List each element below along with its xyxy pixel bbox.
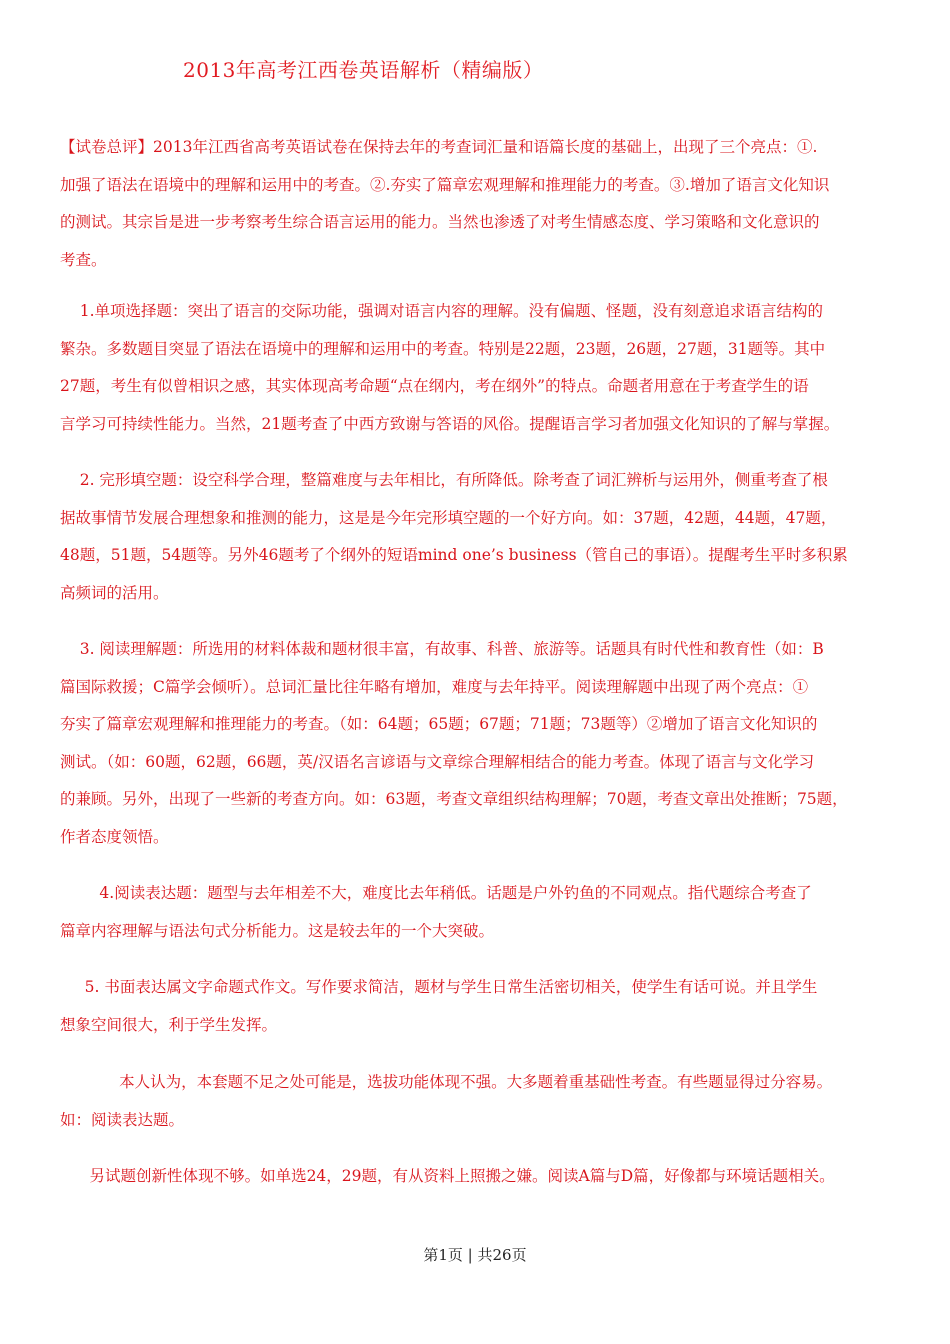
paragraph-innovation: [60, 1158, 900, 1196]
text-line: 27题，考生有似曾相识之感，其实体现高考命题“点在纲内，考在纲外”的特点。命题者用意在于考查学生的语: [60, 377, 809, 395]
paragraph-cloze: [60, 462, 900, 612]
document-title: 2013年高考江西卷英语解析（精编版）: [183, 58, 544, 82]
text-line: 4.阅读表达题：题型与去年相差不大，难度比去年稍低。话题是户外钓鱼的不同观点。指代题综合考查了: [60, 884, 812, 902]
text-line: 2. 完形填空题：设空科学合理，整篇难度与去年相比，有所降低。除考查了词汇辨析与运用外，侧重考查了根: [60, 471, 828, 489]
paragraph-opinion: [60, 1064, 900, 1139]
text-line: 考查。: [60, 250, 107, 269]
text-line: 的测试。其宗旨是进一步考察考生综合语言运用的能力。当然也渗透了对考生情感态度、学习策略和文化意识的: [60, 213, 820, 231]
page-footer: 第1页 | 共26页: [423, 1246, 527, 1264]
paragraph-reading: [60, 631, 900, 856]
text-line: 本人认为，本套题不足之处可能是，选拔功能体现不强。大多题着重基础性考查。有些题显得过分容易。: [60, 1073, 833, 1091]
paragraph-writing: [60, 969, 900, 1044]
text-line: 言学习可持续性能力。当然，21题考查了中西方致谢与答语的风俗。提醒语言学习者加强文化知识的了解与掌握。: [60, 414, 840, 433]
text-line: 繁杂。多数题目突显了语法在语境中的理解和运用中的考查。特别是22题，23题，26题，27题，31题等。其中: [60, 339, 826, 358]
text-line: 夯实了篇章宏观理解和推理能力的考查。（如：64题；65题；67题；71题；73题等）②增加了语言文化知识的: [60, 715, 818, 733]
text-line: 另试题创新性体现不够。如单选24，29题，有从资料上照搬之嫌。阅读A篇与D篇，好像都与环境话题相关。: [60, 1167, 835, 1185]
text-line: 1.单项选择题：突出了语言的交际功能，强调对语言内容的理解。没有偏题、怪题，没有刻意追求语言结构的: [60, 302, 824, 320]
text-line: 篇章内容理解与语法句式分析能力。这是较去年的一个大突破。: [60, 921, 495, 940]
text-line: 作者态度领悟。: [60, 827, 169, 846]
text-line: 篇国际救援；C篇学会倾听）。总词汇量比往年略有增加，难度与去年持平。阅读理解题中出现了两个亮点：①: [60, 677, 809, 696]
paragraph-summary: [60, 129, 900, 279]
text-line: 3. 阅读理解题：所选用的材料体裁和题材很丰富，有故事、科普、旅游等。话题具有时代性和教育性（如：B: [60, 640, 824, 658]
paragraph-single-choice: [60, 293, 900, 443]
text-line: 5. 书面表达属文字命题式作文。写作要求简洁，题材与学生日常生活密切相关，使学生有话可说。并且学生: [60, 978, 818, 996]
text-line: 48题，51题，54题等。另外46题考了个纲外的短语mind one’s business（管自己的事语）。提醒考生平时多积累: [60, 546, 848, 564]
text-line: 加强了语法在语境中的理解和运用中的考查。②.夯实了篇章宏观理解和推理能力的考查。③.增加了语言文化知识: [60, 175, 830, 194]
text-line: 高频词的活用。: [60, 583, 169, 602]
text-line: 想象空间很大，利于学生发挥。: [60, 1015, 278, 1034]
text-line: 据故事情节发展合理想象和推测的能力，这是是今年完形填空题的一个好方向。如：37题，42题，44题，47题，: [60, 508, 837, 527]
text-line: 如：阅读表达题。: [60, 1110, 185, 1129]
text-line: 的兼顾。另外，出现了一些新的考查方向。如：63题，考查文章组织结构理解；70题，考查文章出处推断；75题，: [60, 790, 848, 808]
text-line: 【试卷总评】2013年江西省高考英语试卷在保持去年的考查词汇量和语篇长度的基础上，出现了三个亮点：①.: [60, 138, 818, 156]
text-line: 测试。（如：60题，62题，66题，英/汉语名言谚语与文章综合理解相结合的能力考查。体现了语言与文化学习: [60, 752, 815, 771]
paragraph-reading-expression: [60, 875, 900, 950]
